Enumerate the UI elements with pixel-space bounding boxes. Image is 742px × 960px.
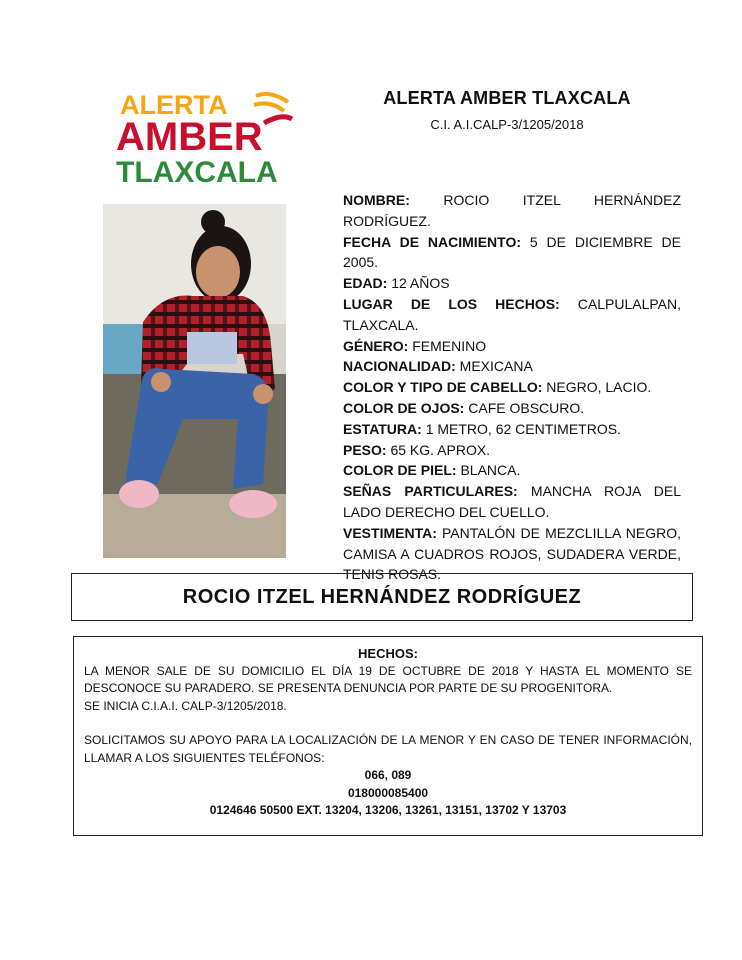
phone-line-1: 066, 089	[364, 768, 412, 782]
info-row-name: NOMBRE: ROCIO ITZEL HERNÁNDEZ RODRÍGUEZ.	[343, 192, 681, 229]
logo-line1: ALERTA	[120, 90, 228, 120]
alerta-amber-logo	[114, 88, 299, 188]
info-row-weight: PESO: 65 KG. APROX.	[343, 441, 491, 458]
info-row-age: EDAD: 12 AÑOS	[343, 275, 450, 292]
phone-line-2: 018000085400	[347, 785, 429, 800]
info-row-gender: GÉNERO: FEMENINO	[343, 337, 487, 354]
info-row-eyes: COLOR DE OJOS: CAFE OBSCURO.	[343, 399, 585, 416]
hechos-paragraph: LA MENOR SALE DE SU DOMICILIO EL DÍA 19 DE OCTUBRE DE 2018 Y HASTA EL MOMENTO SE DESCONOCE SU PARADERO. SE PRESENTA DENUNCIA POR PARTE DE SU PROGENITORA.	[84, 663, 692, 695]
info-row-place: LUGAR DE LOS HECHOS: CALPULALPAN, TLAXCALA.	[343, 295, 681, 333]
hechos-box	[73, 636, 703, 836]
header-title: ALERTA AMBER TLAXCALA	[383, 88, 631, 108]
missing-person-photo	[103, 204, 286, 558]
phone-line-3: 0124646 50500 EXT. 13204, 13206, 13261, 13151, 13702 Y 13703	[209, 803, 567, 817]
logo-line3: TLAXCALA	[116, 156, 278, 188]
info-row-clothing: VESTIMENTA: PANTALÓN DE MEZCLILLA NEGRO, CAMISA A CUADROS ROJOS, SUDADERA VERDE, TENIS ROSAS.	[343, 524, 681, 583]
info-row-hair: COLOR Y TIPO DE CABELLO: NEGRO, LACIO.	[343, 379, 652, 396]
personal-info	[343, 190, 681, 585]
info-row-height: ESTATURA: 1 METRO, 62 CENTIMETROS.	[343, 420, 621, 437]
hechos-heading: HECHOS:	[358, 646, 418, 661]
info-row-birthdate: FECHA DE NACIMIENTO: 5 DE DICIEMBRE DE 2005.	[343, 233, 682, 271]
hechos-request: SOLICITAMOS SU APOYO PARA LA LOCALIZACIÓN DE LA MENOR Y EN CASO DE TENER INFORMACIÓN, LLAMAR A LOS SIGUIENTES TELÉFONOS:	[84, 733, 692, 765]
hechos-case-line: SE INICIA C.I.A.I. CALP-3/1205/2018.	[84, 698, 287, 713]
case-number: C.I. A.I.CALP-3/1205/2018	[430, 117, 584, 132]
info-row-nationality: NACIONALIDAD: MEXICANA	[343, 358, 533, 375]
info-row-skin: COLOR DE PIEL: BLANCA.	[343, 462, 521, 479]
name-banner: ROCIO ITZEL HERNÁNDEZ RODRÍGUEZ	[71, 573, 693, 621]
info-row-marks: SEÑAS PARTICULARES: MANCHA ROJA DEL LADO DERECHO DEL CUELLO.	[343, 483, 681, 520]
logo-line2: AMBER	[116, 115, 263, 159]
